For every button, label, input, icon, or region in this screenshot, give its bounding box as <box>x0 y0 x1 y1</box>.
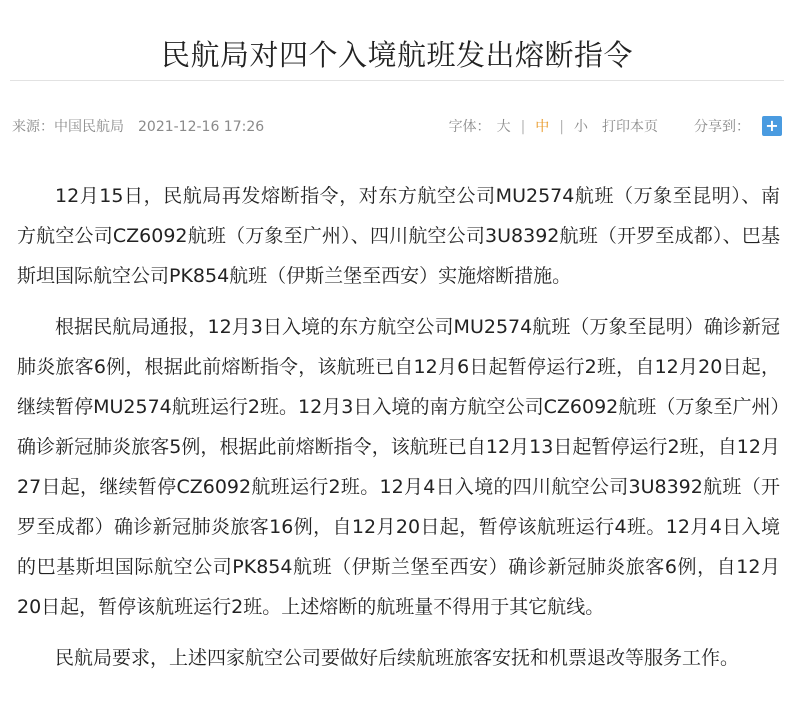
font-size-medium-option[interactable]: 中 <box>535 119 550 135</box>
article-source-info <box>12 116 264 138</box>
plus-icon: + <box>765 116 779 135</box>
article-tools <box>449 116 782 138</box>
share-label: 分享到： <box>694 119 750 135</box>
article-meta-bar <box>12 116 782 138</box>
article-date: 2021-12-16 17:26 <box>138 119 265 135</box>
font-size-large-option[interactable]: 大 <box>496 119 511 135</box>
article-paragraph: 根据民航局通报，12月3日入境的东方航空公司MU2574航班（万象至昆明）确诊新冠肺炎旅客6例，根据此前熔断指令，该航班已自12月6日起暂停运行2班，自12月20日起，继续暂停MU2574航班运行2班。12月3日入境的南方航空公司CZ6092航班（万象至广州）确诊新冠肺炎旅客5例，根据此前熔断指令，该航班已自12月13日起暂停运行2班，自12月27日起，继续暂停CZ6092航班运行2班。12月4日入境的四川航空公司3U8392航班（开罗至成都）确诊新冠肺炎旅客16例，自12月20日起，暂停该航班运行4班。12月4日入境的巴基斯坦国际航空公司PK854航班（伊斯兰堡至西安）确诊新冠肺炎旅客6例，自12月20日起，暂停该航班运行2班。上述熔断的航班量不得用于其它航线。 <box>17 316 780 618</box>
font-size-separator: | <box>520 119 526 135</box>
share-plus-button[interactable] <box>762 116 782 136</box>
font-size-separator: | <box>559 119 564 135</box>
print-page-link[interactable]: 打印本页 <box>602 119 658 135</box>
article-paragraph: 民航局要求，上述四家航空公司要做好后续航班旅客安抚和机票退改等服务工作。 <box>55 647 740 669</box>
font-size-label: 字体： <box>448 119 491 135</box>
title-divider <box>10 80 784 81</box>
article-paragraph: 12月15日，民航局再发熔断指令，对东方航空公司MU2574航班（万象至昆明）、南方航空公司CZ6092航班（万象至广州）、四川航空公司3U8392航班（开罗至成都）、巴基斯坦国际航空公司PK854航班（伊斯兰堡至西安）实施熔断措施。 <box>17 185 780 287</box>
font-size-small-option[interactable]: 小 <box>574 119 588 135</box>
article-body <box>17 176 780 689</box>
article-title: 民航局对四个入境航班发出熔断指令 <box>160 38 633 73</box>
article-source: 来源：中国民航局 <box>12 119 124 135</box>
